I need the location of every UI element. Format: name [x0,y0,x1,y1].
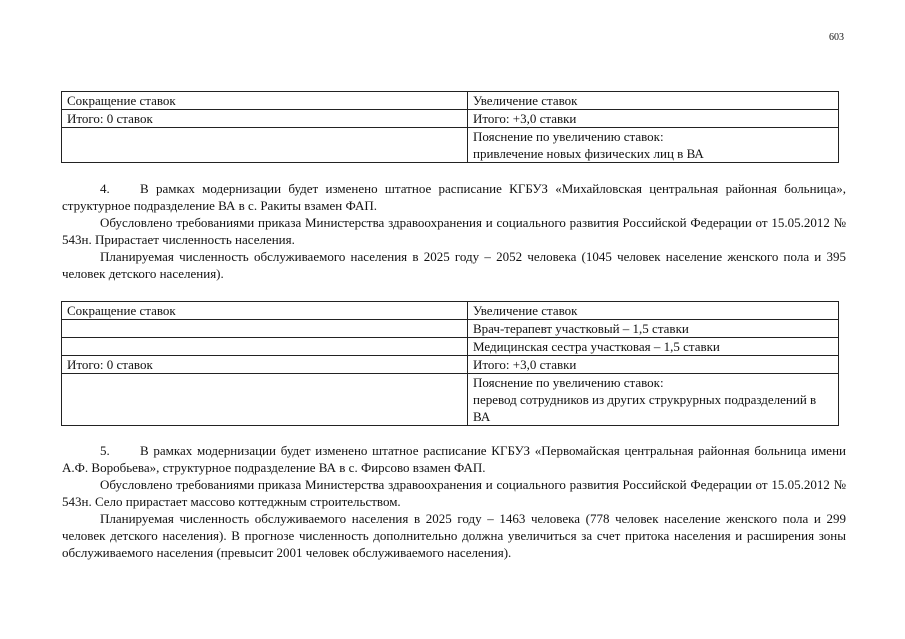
header-reduction: Сокращение ставок [62,302,468,320]
table-cell [62,374,468,426]
section-lead-paragraph [62,442,846,476]
table-cell: Итого: 0 ставок [62,110,468,128]
table-row [62,356,839,374]
table-row [62,110,839,128]
population-paragraph: Планируемая численность обслуживаемого населения в 2025 году – 1463 человека (778 человек население женского пола и 299 человек детского населения). В прогнозе численность дополнительно должна увеличиться за счет притока населения и расширения зоны обслуживаемого населения (превысит 2001 человек обслуживаемого населения). [62,511,846,560]
header-reduction: Сокращение ставок [62,92,468,110]
table-cell: Пояснение по увеличению ставок: перевод сотрудников из других струкрурных подразделений в ВА [468,374,839,426]
section-5 [62,442,846,561]
table-cell: Итого: +3,0 ставки [468,110,839,128]
section-number: 5. [100,443,110,458]
page-number: 603 [829,32,844,43]
section-4 [62,180,846,282]
table-row [62,128,839,163]
table-cell: Пояснение по увеличению ставок: привлечение новых физических лиц в ВА [468,128,839,163]
justification-paragraph: Обусловлено требованиями приказа Министерства здравоохранения и социального развития Российской Федерации от 15.05.2012 № 543н. Прирастает численность населения. [62,215,846,247]
staff-changes-table-2 [61,301,839,426]
table-cell: Медицинская сестра участковая – 1,5 ставки [468,338,839,356]
table-row [62,320,839,338]
section-lead-paragraph [62,180,846,214]
header-increase: Увеличение ставок [468,302,839,320]
table-cell: Врач-терапевт участковый – 1,5 ставки [468,320,839,338]
table-header-row [62,92,839,110]
table-header-row [62,302,839,320]
staff-changes-table-1 [61,91,839,163]
table-cell: Итого: 0 ставок [62,356,468,374]
table-cell: Итого: +3,0 ставки [468,356,839,374]
section-lead-text: В рамках модернизации будет изменено штатное расписание КГБУЗ «Первомайская центральная районная больница имени А.Ф. Воробьева», структурное подразделение ВА в с. Фирсово взамен ФАП. [62,443,846,475]
section-number: 4. [100,181,110,196]
section-lead-text: В рамках модернизации будет изменено штатное расписание КГБУЗ «Михайловская центральная районная больница», структурное подразделение ВА в с. Ракиты взамен ФАП. [62,181,846,213]
table-cell [62,320,468,338]
table-row [62,338,839,356]
justification-paragraph: Обусловлено требованиями приказа Министерства здравоохранения и социального развития Российской Федерации от 15.05.2012 № 543н. Село прирастает массово коттеджным строительством. [62,477,846,509]
table-row [62,374,839,426]
table-cell [62,338,468,356]
table-cell [62,128,468,163]
header-increase: Увеличение ставок [468,92,839,110]
population-paragraph: Планируемая численность обслуживаемого населения в 2025 году – 2052 человека (1045 человек население женского пола и 395 человек детского населения). [62,249,846,281]
